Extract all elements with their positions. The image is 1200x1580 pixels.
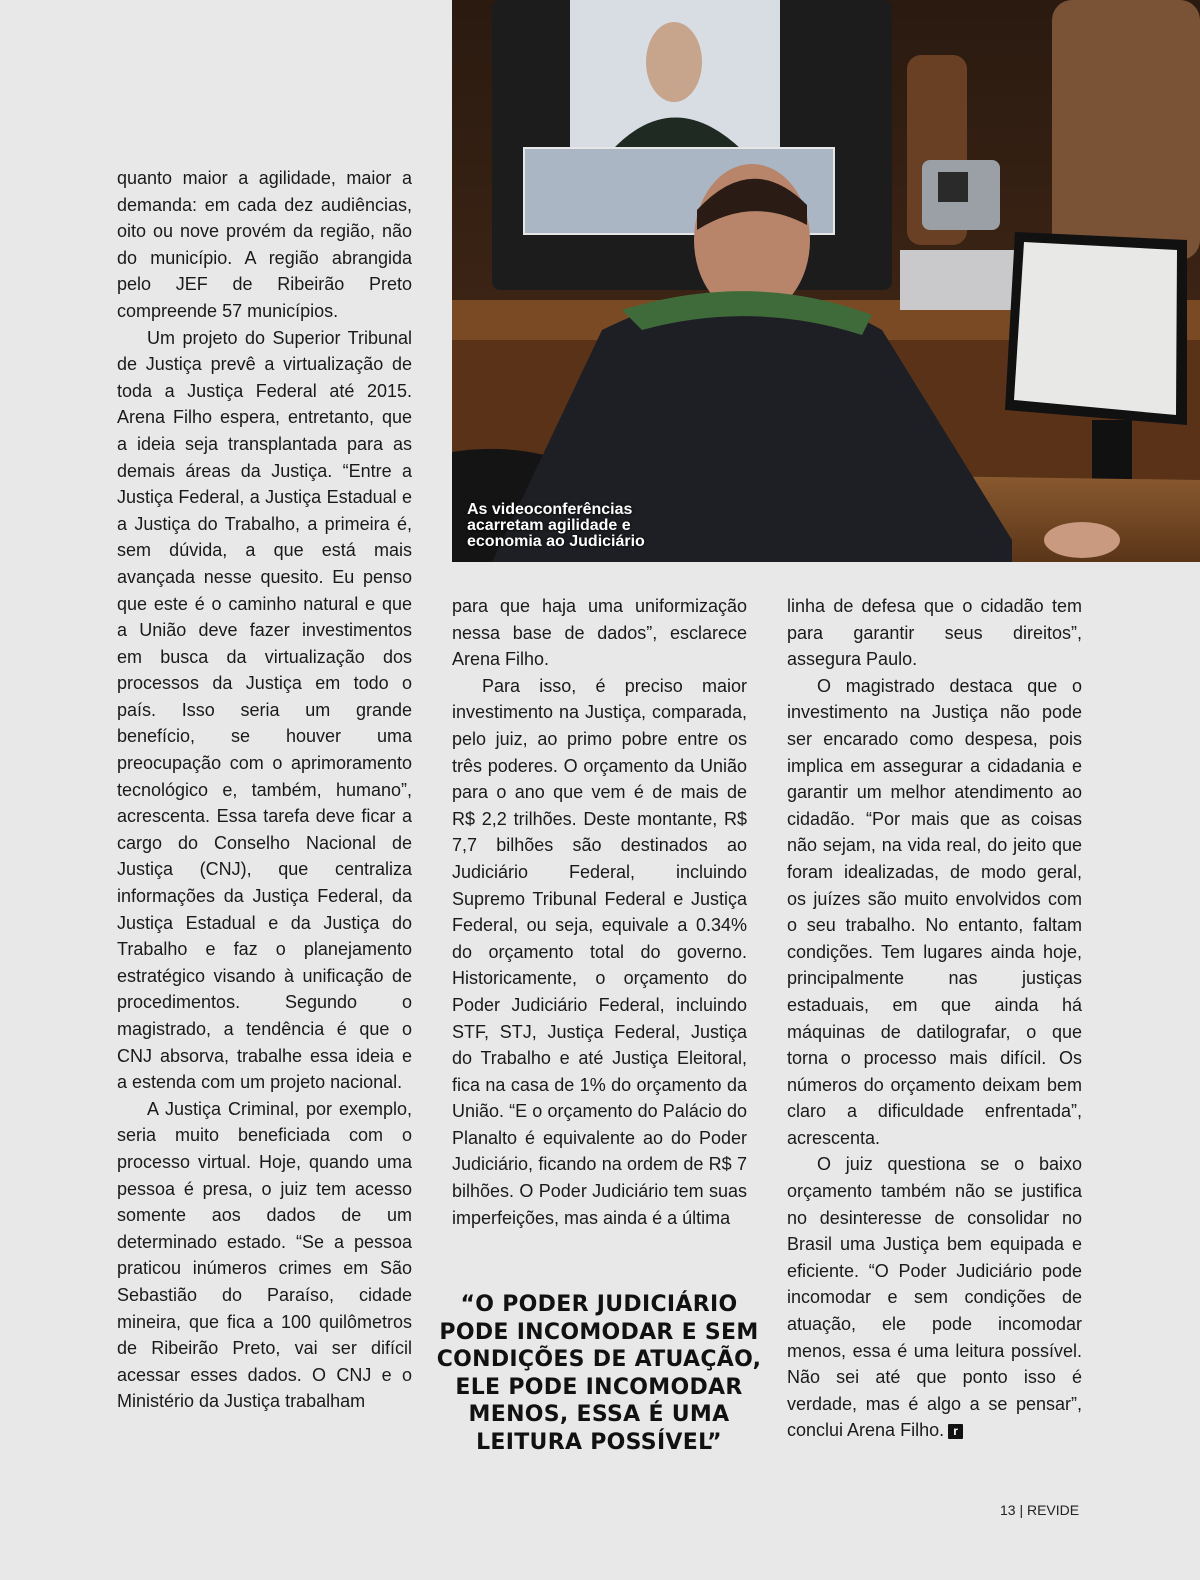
caption-line: acarretam agilidade e xyxy=(467,517,631,534)
videoconference-photo xyxy=(452,0,1200,562)
paragraph: para que haja uma uniformização nessa base de dados”, esclarece Arena Filho. xyxy=(452,596,747,670)
last-paragraph xyxy=(787,1151,1082,1444)
page-folio: 13 | REVIDE xyxy=(1000,1502,1080,1518)
pull-quote-line: CONDIÇÕES DE ATUAÇÃO, xyxy=(436,1347,762,1372)
pull-quote-line: LEITURA POSSÍVEL” xyxy=(476,1429,722,1455)
paragraph: quanto maior a agilidade, maior a demanda: em cada dez audiências, oito ou nove provém da região, não do município. A região abrangida pelo JEF de Ribeirão Preto compreende 57 municípios. xyxy=(117,168,412,321)
end-of-article-icon: r xyxy=(948,1424,963,1439)
pull-quote xyxy=(434,1291,764,1456)
caption-line: As videoconferências xyxy=(467,501,633,518)
pull-quote-line: PODE INCOMODAR E SEM xyxy=(439,1319,759,1345)
article-column-2 xyxy=(452,593,747,1231)
photo-caption xyxy=(467,502,727,550)
article-photo xyxy=(452,0,1200,562)
paragraph-text: O juiz questiona se o baixo orçamento também não se justifica no desinteresse de consolidar no Brasil uma Justiça bem equipada e eficiente. “O Poder Judiciário pode incomodar e sem condições de atuação, ele pode incomodar menos, essa é uma leitura possível. Não sei até que ponto isso é verdade, mas é algo a se pensar”, conclui Arena Filho. xyxy=(787,1154,1082,1441)
pull-quote-line: ELE PODE INCOMODAR xyxy=(455,1374,743,1400)
paragraph: Para isso, é preciso maior investimento na Justiça, comparada, pelo juiz, ao primo pobre entre os três poderes. O orçamento da União para o ano que vem é de mais de R$ 2,2 trilhões. Deste montante, R$ 7,7 bilhões são destinados ao Judiciário Federal, incluindo Supremo Tribunal Federal e Justiça Federal, ou seja, equivale a 0.34% do orçamento total do governo. Historicamente, o orçamento do Poder Judiciário Federal, incluindo STF, STJ, Justiça Federal, Justiça do Trabalho e até Justiça Eleitoral, fica na casa de 1% do orçamento da União. “E o orçamento do Palácio do Planalto é equivalente ao do Poder Judiciário, ficando na ordem de R$ 7 bilhões. O Poder Judiciário tem suas imperfeições, mas ainda é a última xyxy=(452,675,747,1228)
paragraph: A Justiça Criminal, por exemplo, seria muito beneficiada com o processo virtual. Hoje, quando uma pessoa é presa, o juiz tem acesso somente aos dados de um determinado estado. “Se a pessoa praticou inúmeros crimes em São Sebastião do Paraíso, cidade mineira, que fica a 100 quilômetros de Ribeirão Preto, vai ser difícil acessar esses dados. O CNJ e o Ministério da Justiça trabalham xyxy=(117,1098,412,1412)
paragraph: linha de defesa que o cidadão tem para garantir seus direitos”, assegura Paulo. xyxy=(787,596,1082,670)
article-column-1 xyxy=(117,165,412,1415)
paragraph: O magistrado destaca que o investimento na Justiça não pode ser encarado como despesa, pois implica em assegurar a cidadania e garantir um melhor atendimento ao cidadão. “Por mais que as coisas não sejam, na vida real, do jeito que foram idealizadas, de modo geral, os juízes são muito envolvidos com o seu trabalho. No entanto, faltam condições. Tem lugares ainda hoje, principalmente nas justiças estaduais, em que ainda há máquinas de datilografar, o que torna o processo mais difícil. Os números do orçamento deixam bem claro a dificuldade enfrentada”, acrescenta. xyxy=(787,675,1082,1148)
pull-quote-line: “O PODER JUDICIÁRIO xyxy=(460,1292,738,1317)
pull-quote-line: MENOS, ESSA É UMA xyxy=(468,1402,730,1427)
article-column-3 xyxy=(787,593,1082,1444)
caption-line: economia ao Judiciário xyxy=(467,533,645,550)
paragraph: Um projeto do Superior Tribunal de Justiça prevê a virtualização de toda a Justiça Federal até 2015. Arena Filho espera, entretanto, que a ideia seja transplantada para as demais áreas da Justiça. “Entre a Justiça Federal, a Justiça Estadual e a Justiça do Trabalho, a primeira é, sem dúvida, a que está mais avançada nesse quesito. Eu penso que este é o caminho natural e que a União deve fazer investimentos em busca da virtualização dos processos da Justiça em todo o país. Isso seria um grande benefício, se houver uma preocupação com o aprimoramento tecnológico e, também, humano”, acrescenta. Essa tarefa deve ficar a cargo do Conselho Nacional de Justiça (CNJ), que centraliza informações da Justiça Federal, da Justiça Estadual e da Justiça do Trabalho e faz o planejamento estratégico visando à unificação de procedimentos. Segundo o magistrado, a tendência é que o CNJ absorva, trabalhe essa ideia e a estenda com um projeto nacional. xyxy=(117,327,412,1093)
